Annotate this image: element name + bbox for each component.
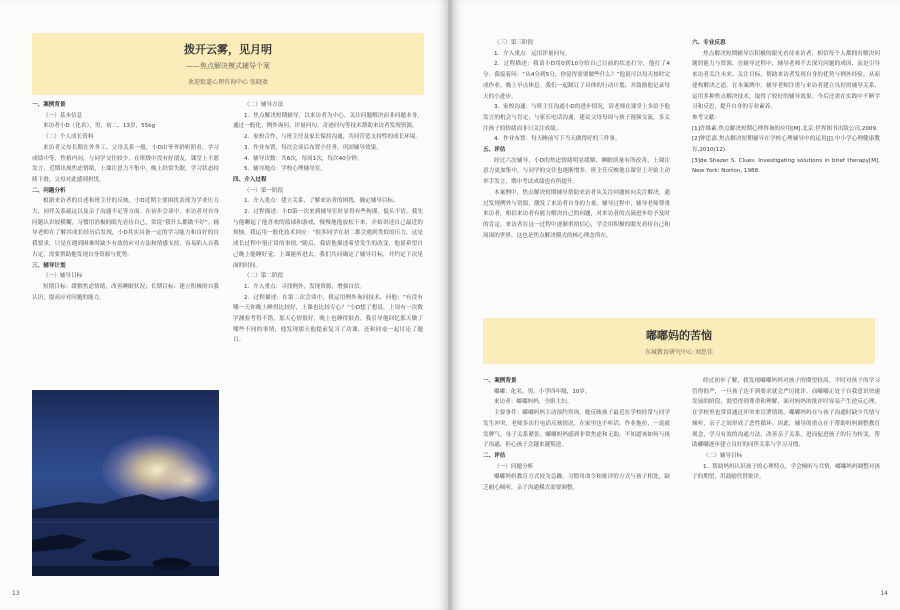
section-heading: 三、辅导计划 [32, 262, 66, 269]
paragraph: 来访者：嘟嘟妈妈，全职主妇。 [494, 399, 573, 406]
paragraph: 经过六次辅导，小D的焦虑情绪明显缓解，睡眠质量有所改善，上课注意力更加集中，与同学的交往也逐渐增多。班主任反映他在课堂上开始主动举手发言，期中考试成绩也有所提升。 [483, 157, 670, 186]
paragraph: 主要事件：嘟嘟妈妈主动预约咨询，她反映孩子最近在学校经常与同学发生冲突，老师多次打电话反映情况，在家里也不听话，作业拖拉，一说就发脾气，母子关系紧张。嘟嘟妈妈感到非常焦虑和无助，不知道该如何与孩子沟通，担心孩子会越来越叛逆。 [483, 410, 670, 449]
paragraph: （一）问题分析 [494, 463, 534, 470]
paragraph: 来访者父母长期在外务工，父母关系一般，小D由爷爷奶奶照看，学习成绩中等，性格内向，与同学交往较少，在班级中没有好朋友，课堂上不愿发言，近期出现焦虑情绪，上课注意力不集中，晚上经常失眠，学习状态持续下滑，父母对此感到担忧。 [32, 144, 219, 183]
right-page [452, 0, 900, 610]
section-heading: 二、评估 [483, 452, 506, 459]
paragraph: 嘟嘟妈妈教育方式较为急躁，习惯用命令和批评的方式与孩子相处，缺乏耐心倾听，亲子沟通模式需要调整。 [483, 474, 670, 492]
section-heading: 四、介入过程 [233, 176, 267, 183]
second-article-byline: 东城教育研究中心 刘思佳 [645, 349, 713, 356]
article-title-banner [32, 33, 424, 95]
paragraph: （三）第三阶段 [494, 40, 534, 46]
paragraph: （一）辅导目标 [43, 273, 83, 280]
paragraph: 嘟嘟：化名，男，小学四年级，10岁。 [494, 388, 591, 395]
paragraph: 参考文献： [692, 114, 720, 121]
paragraph: 来访者小D（化名），男，初二，13岁，55kg [43, 123, 156, 130]
paragraph: 4．作业布置：每天睡前写下当天做得好的三件事。 [494, 136, 621, 143]
right-column-3 [483, 376, 670, 576]
paragraph: 1．焦点解决短期辅导，以来访者为中心，关注问题解决而非问题本身，通过一般化、例外询问、评量问句、奇迹问句等技术帮助来访者发现资源。 [233, 112, 423, 130]
article-title: 拨开云雾，见月明 [184, 43, 272, 56]
left-column-2 [233, 100, 423, 578]
section-heading: 六、专业反思 [692, 40, 726, 46]
paragraph: （一）第一阶段 [244, 187, 284, 194]
paragraph: （二）个人成长资料 [43, 134, 94, 141]
second-article-title-banner [483, 318, 875, 364]
paragraph: 5．辅导地点：学校心理辅导室。 [244, 166, 326, 173]
paragraph: 2．家校合作，与班主任及家长保持沟通，共同营造支持性的成长环境。 [244, 134, 421, 141]
left-column-1 [32, 100, 219, 378]
paragraph: [1]许维素.焦点解决短期心理咨询的应用[M].北京:世界图书出版公司,2009. [692, 125, 878, 132]
paragraph: [2]钟思嘉.焦点解决短期辅导在学校心理辅导中的运用[J].中小学心理健康教育,2010(12). [692, 136, 880, 154]
paragraph: 3．家校沟通：与班主任沟通小D的进步情况，请老师在课堂上多给予他发言的机会与肯定；与家长电话沟通，建议父母每周与孩子视频交流，多关注孩子的情绪而非只关注成绩。 [483, 104, 670, 132]
article-byline: 欢迎街道心理咨询中心 张晓欢 [188, 79, 268, 86]
paragraph: [3]de Shazer S. Clues: Investigating solutions in brief therapy[M]. New York: Norton, 1988. [692, 157, 880, 175]
paragraph: 3．作业布置，每次会谈后布置小任务，巩固辅导效果。 [244, 144, 382, 151]
article-subtitle: ——焦点解决模式辅导个案 [186, 62, 270, 70]
paragraph: 1．介入重点：运用评量问句。 [494, 50, 571, 57]
paragraph: 1．帮助妈妈认识孩子的心理特点，学会倾听与共情，嘟嘟妈妈调整对孩子的期望，用鼓励代替批评。 [692, 463, 880, 481]
section-heading: 一、案例背景 [32, 102, 66, 108]
paragraph: 1．介入重点：寻找例外，发现资源，增强自信。 [244, 283, 366, 290]
page-number-right: 14 [880, 590, 888, 597]
paragraph: 本案例中，焦点解决短期辅导帮助来访者从关注问题转向关注解决，通过发现例外与资源，激发了来访者自身的力量。辅导过程中，辅导老师尊重来访者，相信来访者有能力解决自己的问题，对来访者的点滴进步给予及时的肯定。来访者在这一过程中逐渐重拾信心，学会用积极的眼光看待自己和周围的世界，这也是焦点解决模式的核心理念所在。 [483, 189, 670, 239]
left-page [0, 0, 448, 610]
paragraph: （二）辅导目标 [703, 452, 743, 459]
right-column-2 [692, 38, 880, 243]
right-column-1 [483, 38, 670, 303]
paragraph: 经过初步了解，我发现嘟嘟妈妈对孩子的期望较高，平时对孩子的学习管得很严，一旦孩子达不到要求就会严厉批评。而嘟嘟正处于自我意识快速发展的阶段，渴望得到尊重和理解，面对妈妈的批评时容易产生逆反心理，在学校里也常常通过冲突来宣泄情绪。嘟嘟妈妈在与孩子沟通时缺少共情与倾听，亲子之间形成了恶性循环。因此，辅导的重点在于帮助妈妈调整教育观念，学习有效的沟通方法，改善亲子关系，进而促进孩子的行为转变，帮助嘟嘟逐步建立良好的同伴关系与学习习惯。 [692, 378, 880, 449]
paragraph: 2．过程描述：小D第一次来到辅导室时显得有些拘谨，低头不语。我先与他聊起了他喜欢的篮球和游戏，慢慢地他放松下来，开始讲述自己最近的烦恼。我运用一般化技术回应：“很多同学在初二都会遇到类似的压力，这是成长过程中很正常的事情。”随后，我请他描述希望发生的改变，他说希望自己晚上能睡好觉，上课能听进去。我们共同确定了辅导目标，并约定下次见面的时间。 [233, 209, 423, 269]
paragraph: 短期目标：缓解焦虑情绪，改善睡眠状况；长期目标：建立积极的自我认识，提高应对问题的能力。 [32, 283, 219, 301]
moonlit-sea-photo [32, 390, 219, 576]
section-heading: 五、评估 [483, 147, 506, 154]
paragraph: 根据来访者的自述和班主任的反映，小D近期主要困扰表现为学业压力大、同伴关系疏远以及亲子沟通不足等方面。在初步会谈中，来访者对自身问题认识较模糊，习惯用消极的眼光看待自己，常说“我什么都做不好”。辅导老师在了解其成长经历后发现，小D其实具备一定的学习能力和良好的自我要求，只是在遇到困难时缺少有效的应对方法和情感支持，容易陷入自我否定，需要帮助他发现自身资源与优势。 [32, 198, 219, 258]
second-article-title: 嘟嘟妈的苦恼 [646, 329, 712, 342]
paragraph: （二）辅导方法 [244, 102, 284, 108]
paragraph: 2．过程描述：我请小D用0到10分给自己目前的状态打分，他打了4分。我接着问：“从4分到5分，你觉得需要做些什么？”他说可以每天按时完成作业，晚上早点休息。我们一起制订了具体的行动计划，并鼓励他记录每天的小进步。 [483, 61, 670, 100]
paragraph: （二）第二阶段 [244, 273, 284, 280]
paragraph: 焦点解决短期辅导以积极的眼光看待来访者，相信每个人都拥有解决问题的能力与资源。在辅导过程中，辅导老师不去深究问题的成因，而是引导来访者关注未来、关注目标，帮助来访者发现自身的优势与例外经验，从而建构解决之道。在本案例中，辅导老师注重与来访者建立良好的辅导关系，运用多种焦点解决技术，取得了较好的辅导效果。今后还需在实践中不断学习和反思，提升自身的专业素养。 [692, 50, 880, 111]
paragraph: 4．辅导次数：共6次，每周1次，每次40分钟。 [244, 155, 363, 162]
paragraph: 1．介入重点：建立关系，了解来访者的困扰，确定辅导目标。 [244, 198, 399, 205]
right-column-4 [692, 376, 880, 576]
page-number-left: 13 [12, 590, 20, 597]
paragraph: （一）基本信息 [43, 112, 83, 119]
section-heading: 一、案例背景 [483, 378, 517, 384]
paragraph: 2．过程描述：在第二次会谈中，我运用例外询问技术，问他：“有没有哪一天你晚上睡得比较好，上课也比较专心？”小D想了想说，上周有一次数学测验考得不错，那天心情很好，晚上也睡得很香。我引导他回忆那天做了哪些不同的事情，他发现那天他提前复习了功课，还和同桌一起讨论了题目。 [233, 294, 423, 344]
section-heading: 二、问题分析 [32, 187, 66, 194]
